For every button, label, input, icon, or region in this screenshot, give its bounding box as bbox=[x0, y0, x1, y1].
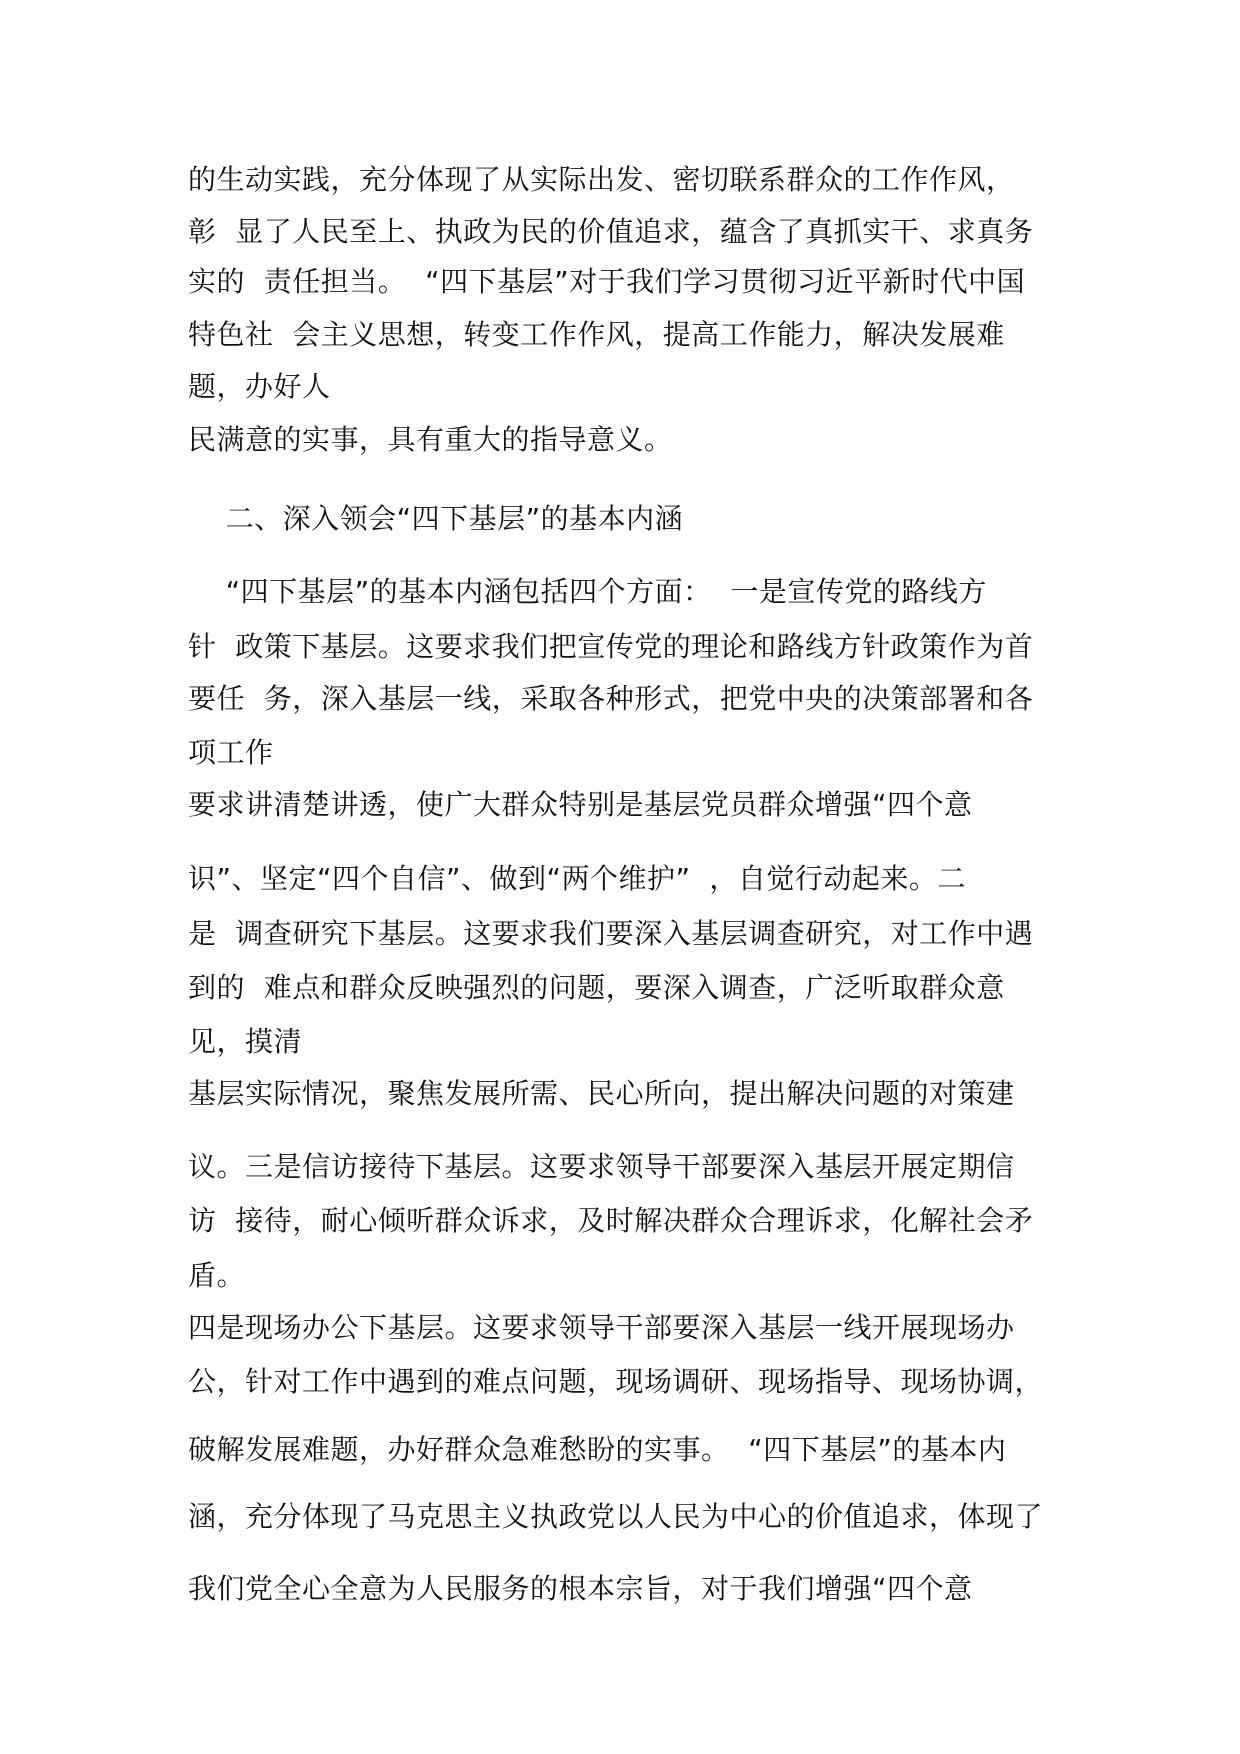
paragraph-line: 破解发展难题，办好群众急难愁盼的实事。 “四下基层”的基本内 bbox=[188, 1433, 1007, 1466]
paragraph-line: 基层实际情况，聚焦发展所需、民心所向，提出解决问题的对策建 bbox=[188, 1077, 1015, 1110]
paragraph-line: 题，办好人 bbox=[188, 370, 331, 403]
paragraph-line: 四是现场办公下基层。这要求领导干部要深入基层一线开展现场办 bbox=[188, 1311, 1015, 1344]
paragraph-line: 要求讲清楚讲透，使广大群众特别是基层党员群众增强“四个意 bbox=[188, 788, 973, 821]
paragraph-line: 特色社 会主义思想，转变工作作风，提高工作能力，解决发展难 bbox=[188, 318, 1005, 351]
paragraph-line: 实的 责任担当。 “四下基层”对于我们学习贯彻习近平新时代中国 bbox=[188, 265, 1026, 298]
paragraph-line: 是 调查研究下基层。这要求我们要深入基层调查研究，对工作中遇 bbox=[188, 917, 1034, 950]
paragraph-line: 民满意的实事，具有重大的指导意义。 bbox=[188, 423, 673, 456]
paragraph-line: 项工作 bbox=[188, 736, 274, 769]
paragraph-line: 识”、坚定“四个自信”、做到“两个维护” ，自觉行动起来。二 bbox=[188, 862, 966, 895]
paragraph-line: 针 政策下基层。这要求我们把宣传党的理论和路线方针政策作为首 bbox=[188, 630, 1034, 663]
paragraph-line: 彰 显了人民至上、执政为民的价值追求，蕴含了真抓实干、求真务 bbox=[188, 215, 1034, 248]
paragraph-line: 我们党全心全意为人民服务的根本宗旨，对于我们增强“四个意 bbox=[188, 1572, 973, 1605]
paragraph-line: 议。三是信访接待下基层。这要求领导干部要深入基层开展定期信 bbox=[188, 1150, 1015, 1183]
paragraph-line: 见，摸清 bbox=[188, 1025, 303, 1058]
paragraph-line: 盾。 bbox=[188, 1259, 246, 1292]
paragraph-line: 到的 难点和群众反映强烈的问题，要深入调查，广泛听取群众意 bbox=[188, 971, 1005, 1004]
paragraph-line: 访 接待，耐心倾听群众诉求，及时解决群众合理诉求，化解社会矛 bbox=[188, 1204, 1034, 1237]
paragraph-line: 要任 务，深入基层一线，采取各种形式，把党中央的决策部署和各 bbox=[188, 682, 1034, 715]
paragraph-line: 的生动实践，充分体现了从实际出发、密切联系群众的工作作风， bbox=[188, 163, 1015, 196]
paragraph-line: 涵，充分体现了马克思主义执政党以人民为中心的价值追求，体现了 bbox=[188, 1500, 1044, 1533]
paragraph-line: 公，针对工作中遇到的难点问题，现场调研、现场指导、现场协调， bbox=[188, 1365, 1044, 1398]
section-heading: 二、深入领会“四下基层”的基本内涵 bbox=[188, 502, 684, 535]
paragraph-line: “四下基层”的基本内涵包括四个方面： 一是宣传党的路线方 bbox=[188, 575, 987, 608]
